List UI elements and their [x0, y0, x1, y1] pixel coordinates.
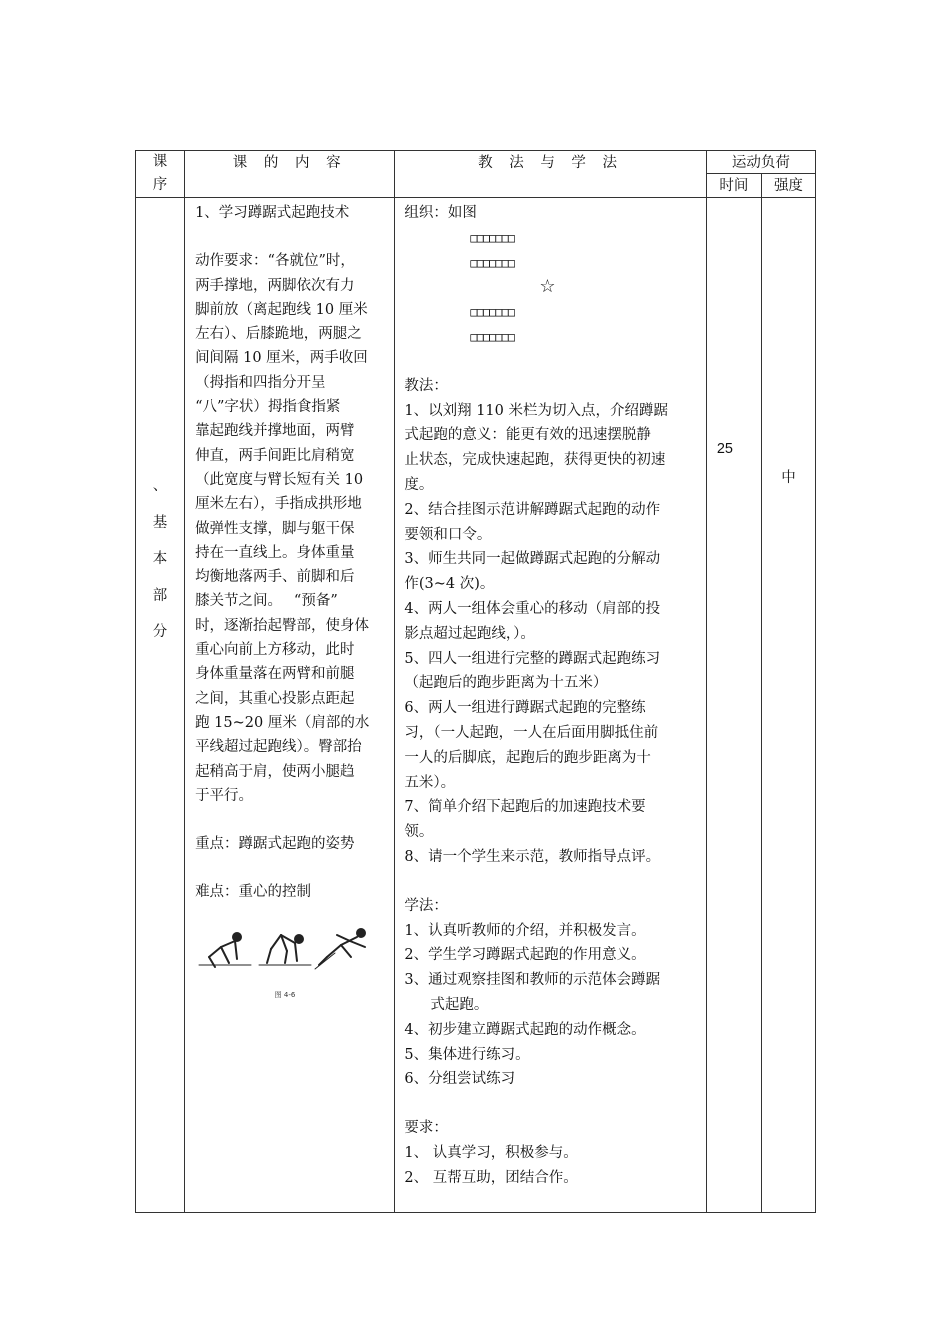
content-line: （拇指和四指分开呈 — [195, 374, 326, 391]
header-sequence-line2: 序 — [152, 177, 168, 193]
teaching-line: 3、师生共同一起做蹲踞式起跑的分解动 — [404, 551, 661, 568]
header-row — [136, 151, 816, 174]
teaching-line: 5、四人一组进行完整的蹲踞式起跑练习 — [404, 650, 661, 667]
teaching-line: 一人的后脚底，起跑后的跑步距离为十 — [404, 749, 651, 766]
content-line: 伸直，两手间距比肩稍宽 — [195, 447, 355, 464]
formation-grid-row: □□□□□□□ — [470, 329, 514, 344]
content-line: 厘米左右），手指成拱形地 — [195, 496, 362, 513]
learning-line: 式起跑。 — [430, 996, 489, 1013]
teaching-line: （起跑后的跑步距离为十五米） — [404, 675, 608, 692]
lesson-plan-table — [135, 150, 816, 1213]
teaching-line: 作(3~4 次)。 — [404, 576, 495, 593]
content-line: 跑 15~20 厘米（肩部的水 — [195, 714, 370, 731]
header-intensity: 强度 — [761, 174, 815, 198]
teaching-line: 2、结合挂图示范讲解蹲踞式起跑的动作 — [404, 501, 661, 518]
content-line: 脚前放（离起跑线 10 厘米 — [195, 301, 368, 318]
header-content: 课 的 内 容 — [185, 151, 395, 198]
teaching-line: 4、两人一组体会重心的移动（肩部的投 — [404, 600, 661, 617]
teaching-line: 五米）。 — [404, 774, 456, 791]
content-line: 两手撑地，两脚依次有力 — [195, 277, 355, 294]
teaching-line: 8、请一个学生来示范，教师指导点评。 — [404, 848, 661, 865]
formation-grid-row: □□□□□□□ — [470, 255, 514, 270]
teaching-method-label: 教法： — [404, 377, 448, 394]
learning-line: 4、初步建立蹲踞式起跑的动作概念。 — [404, 1021, 646, 1038]
requirement-line: 2、 互帮互助，团结合作。 — [404, 1169, 578, 1186]
teaching-line: 影点超过起跑线，）。 — [404, 625, 535, 642]
time-value: 25 — [716, 441, 733, 457]
section-char: 分 — [152, 624, 168, 640]
teaching-line: 习，（一人起跑，一人在后面用脚抵住前 — [404, 724, 659, 741]
header-time: 时间 — [706, 174, 761, 198]
content-line: 起稍高于肩，使两小腿趋 — [195, 763, 355, 780]
content-title: 1、学习蹲踞式起跑技术 — [195, 205, 350, 221]
intensity-value: 中 — [781, 470, 796, 486]
learning-line: 3、通过观察挂图和教师的示范体会蹲踞 — [404, 972, 661, 989]
organization-label: 组织：如图 — [404, 205, 477, 221]
content-line: （此宽度与臂长短有关 10 — [195, 471, 364, 488]
difficulty: 难点：重心的控制 — [195, 884, 312, 901]
section-char: 基 — [152, 514, 168, 531]
learning-method-label: 学法： — [404, 897, 448, 914]
time-cell — [706, 198, 761, 1213]
content-line: 重心向前上方移动，此时 — [195, 642, 355, 659]
intensity-cell — [761, 198, 815, 1213]
learning-method-list — [404, 919, 699, 1093]
teaching-line: 1、以刘翔 110 米栏为切入点，介绍蹲踞 — [404, 402, 668, 419]
action-requirements — [195, 249, 386, 808]
content-line: 持在一直线上。身体重量 — [195, 544, 355, 561]
teaching-line: 式起跑的意义：能更有效的迅速摆脱静 — [404, 427, 651, 444]
content-line: 身体重量落在两臂和前腿 — [195, 666, 355, 683]
content-line: “八”字状）拇指食指紧 — [195, 399, 341, 416]
content-line: 平线超过起跑线）。臀部抬 — [195, 739, 362, 756]
teaching-line: 止状态，完成快速起跑，获得更快的初速 — [404, 452, 666, 469]
requirements-label: 要求： — [404, 1120, 448, 1137]
content-line: 之间，其重心投影点距起 — [195, 690, 355, 707]
section-mark: 、 — [152, 478, 168, 494]
content-line: 左右）、后膝跪地，两腿之 — [195, 326, 362, 343]
content-line: 均衡地落两手、前脚和后 — [195, 569, 355, 586]
content-line: 膝关节之间。 “预备” — [195, 593, 338, 610]
section-label — [136, 468, 184, 651]
content-line: 时，逐渐抬起臀部，使身体 — [195, 617, 370, 634]
teaching-method-list — [404, 399, 699, 870]
formation-grid-row: □□□□□□□ — [470, 305, 514, 320]
method-cell — [395, 198, 706, 1213]
content-line: 靠起跑线并撑地面，两臂 — [195, 423, 355, 440]
section-char: 本 — [152, 551, 168, 567]
section-label-cell — [136, 198, 185, 1213]
formation-grid-row: □□□□□□□ — [470, 230, 514, 245]
header-method: 教 法 与 学 法 — [395, 151, 706, 198]
teacher-star-icon: ☆ — [539, 276, 556, 298]
learning-line: 6、分组尝试练习 — [404, 1071, 516, 1088]
content-line: 动作要求：“各就位”时， — [195, 253, 355, 270]
basic-section-row — [136, 198, 816, 1213]
teaching-line: 7、简单介绍下起跑后的加速跑技术要 — [404, 799, 646, 816]
header-sequence — [136, 151, 185, 198]
content-line: 间间隔 10 厘米，两手收回 — [195, 350, 368, 367]
content-line: 于平行。 — [195, 787, 254, 804]
requirement-line: 1、 认真学习，积极参与。 — [404, 1144, 578, 1161]
teaching-line: 领。 — [404, 824, 434, 841]
crouch-start-illustration — [195, 923, 375, 1005]
content-line: 做弹性支撑，脚与躯干保 — [195, 520, 355, 537]
teaching-line: 6、两人一组进行蹲踞式起跑的完整练 — [404, 700, 646, 717]
learning-line: 1、认真听教师的介绍，并积极发言。 — [404, 922, 646, 939]
teaching-line: 要领和口令。 — [404, 526, 492, 543]
content-cell — [185, 198, 395, 1213]
figure-caption: 图 4-6 — [274, 990, 296, 999]
section-char: 部 — [152, 587, 168, 604]
learning-line: 5、集体进行练习。 — [404, 1046, 530, 1063]
header-sequence-line1: 课 — [152, 154, 168, 170]
header-load: 运动负荷 — [706, 151, 815, 174]
teaching-line: 度。 — [404, 476, 434, 493]
key-point: 重点：蹲踞式起跑的姿势 — [195, 836, 355, 853]
learning-line: 2、学生学习蹲踞式起跑的作用意义。 — [404, 947, 646, 964]
